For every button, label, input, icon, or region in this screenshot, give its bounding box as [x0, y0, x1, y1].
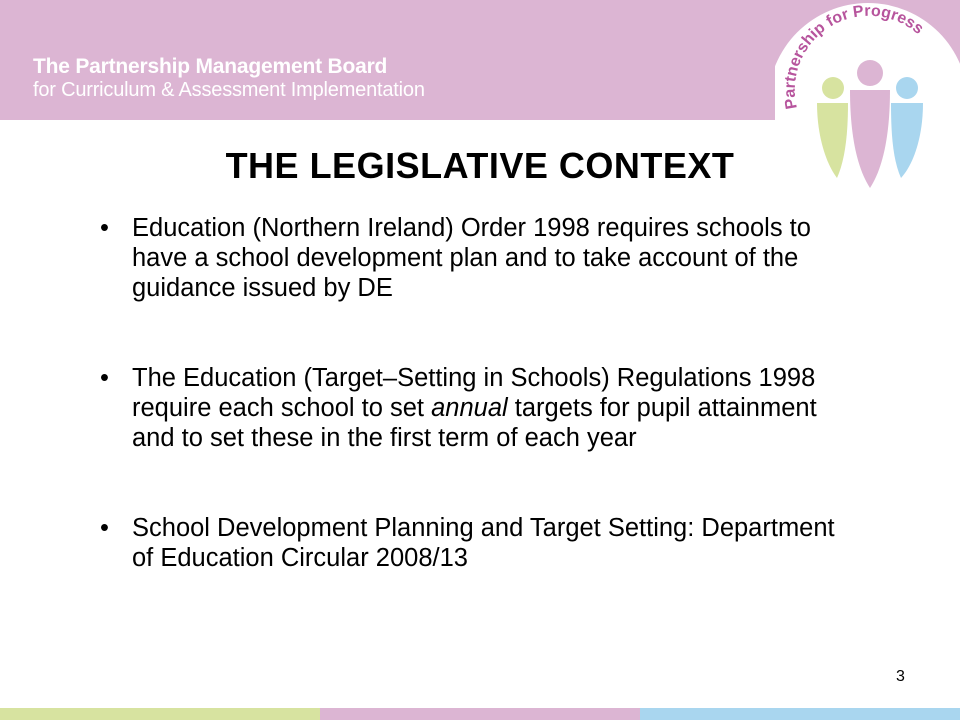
bullet-list: [100, 213, 860, 573]
bullet-text: School Development Planning and Target Setting: Department of Education Circular 2008/13: [132, 514, 835, 572]
bullet-text: [132, 364, 817, 452]
footer-blue-segment: [640, 708, 960, 720]
footer-pink-segment: [320, 708, 640, 720]
logo-text: Partnership for Progress: [781, 2, 927, 111]
bullet-marker: •: [100, 214, 109, 242]
org-name: The Partnership Management Board: [33, 55, 388, 78]
green-figure-head: [822, 77, 844, 99]
blue-figure-head: [896, 77, 918, 99]
footer-band: [0, 708, 960, 720]
bullet-marker: •: [100, 514, 109, 542]
bullet-item: [100, 213, 860, 303]
bullet-text-emphasis: annual: [431, 394, 508, 422]
bullet-item: [100, 513, 860, 573]
bullet-marker: •: [100, 364, 109, 392]
page-number: 3: [896, 668, 905, 685]
pink-figure-head: [857, 60, 883, 86]
bullet-item: [100, 363, 860, 453]
footer-green-segment: [0, 708, 320, 720]
bullet-text: Education (Northern Ireland) Order 1998 requires schools to have a school development plan and to take account of the guidance issued by DE: [132, 214, 811, 302]
bullet-text-before: The Education (Target–Setting in Schools) Regulations 1998 require each school to set: [132, 364, 816, 422]
bullet-text-after: targets for pupil attainment and to set these in the first term of each year: [132, 394, 817, 452]
org-subtitle: for Curriculum & Assessment Implementation: [33, 79, 425, 101]
slide-title: THE LEGISLATIVE CONTEXT: [225, 145, 735, 186]
